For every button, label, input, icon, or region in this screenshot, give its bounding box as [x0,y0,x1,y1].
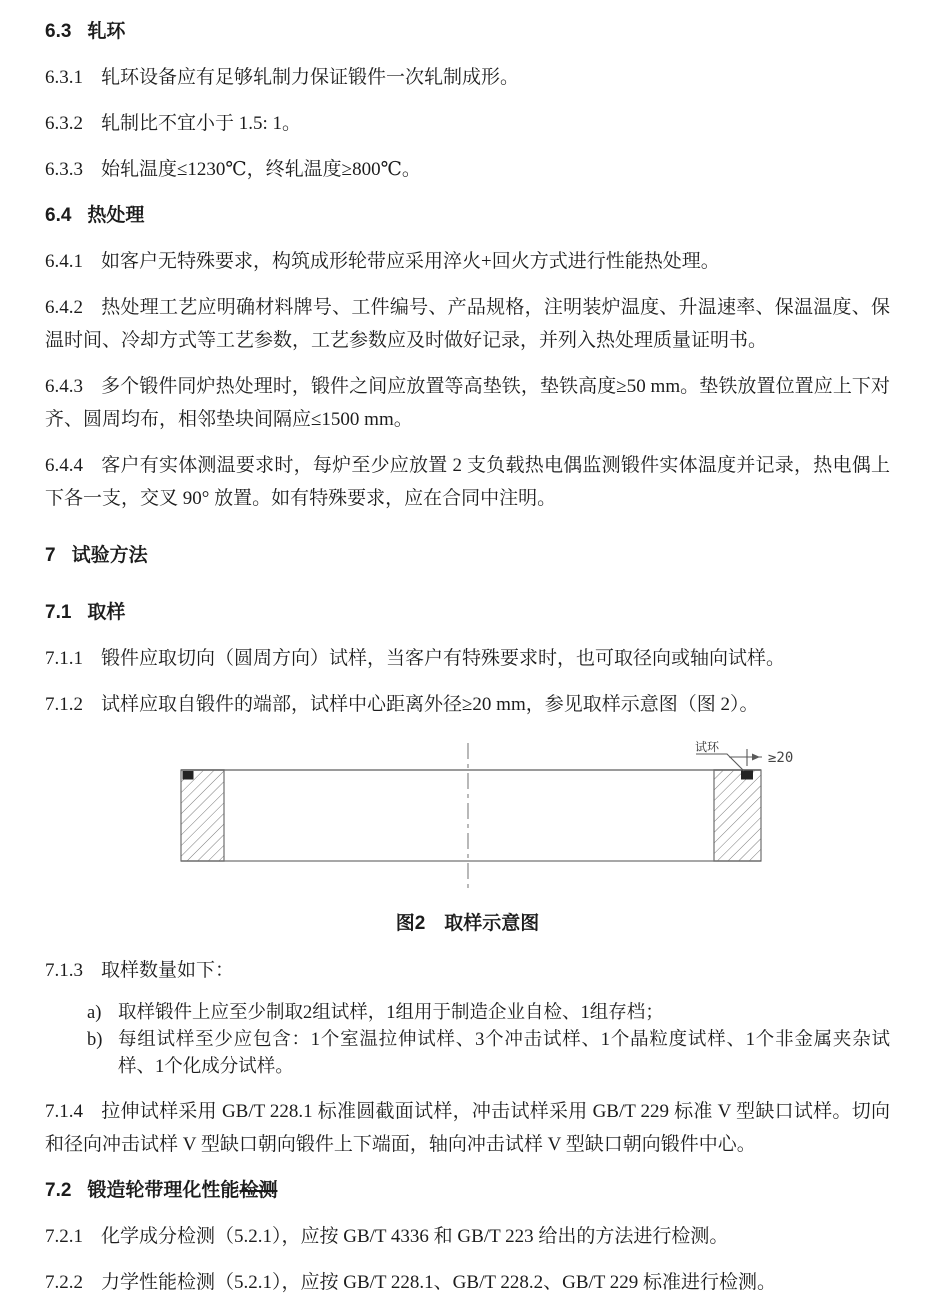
clause-number: 7.2.2 [45,1272,83,1293]
paragraph-6-4-2 [45,291,890,357]
chapter-number: 7 [45,545,56,566]
clause-text: 多个锻件同炉热处理时，锻件之间应放置等高垫铁，垫铁高度≥50 mm。垫铁放置位置应上下对齐、圆周均布，相邻垫块间隔应≤1500 mm。 [45,376,890,430]
section-number: 6.4 [45,205,72,226]
clause-number: 7.1.2 [45,694,83,715]
paragraph-7-1-4 [45,1095,890,1161]
clause-number: 6.3.2 [45,113,83,134]
list-item-marker: b) [87,1030,103,1050]
clause-number: 6.4.1 [45,251,83,272]
right-wall-hatched-section [714,770,761,861]
section-heading-7-2 [45,1174,890,1207]
clause-text: 客户有实体测温要求时，每炉至少应放置 2 支负载热电偶监测锻件实体温度并记录，热电偶上下各一支，交叉 90° 放置。如有特殊要求，应在合同中注明。 [45,455,890,509]
paragraph-7-1-2 [45,688,890,721]
clause-text: 化学成分检测（5.2.1），应按 GB/T 4336 和 GB/T 223 给出的方法进行检测。 [101,1226,729,1247]
paragraph-7-2-1 [45,1220,890,1253]
clause-number: 7.1.1 [45,648,83,669]
sample-requirements-list [87,1000,890,1081]
paragraph-6-4-3 [45,370,890,436]
clause-text: 取样数量如下： [101,960,235,981]
section-number: 7.2 [45,1180,72,1201]
clause-text: 锻件应取切向（圆周方向）试样，当客户有特殊要求时，也可取径向或轴向试样。 [101,648,786,669]
clause-number: 7.2.1 [45,1226,83,1247]
figure-drawing [141,737,890,897]
list-item-marker: a) [87,1003,102,1023]
list-item [87,1000,890,1027]
clause-number: 7.1.3 [45,960,83,981]
paragraph-6-3-1 [45,61,890,94]
clause-number: 6.3.1 [45,67,83,88]
clause-text: 热处理工艺应明确材料牌号、工件编号、产品规格，注明装炉温度、升温速率、保温温度、保温时间、冷却方式等工艺参数，工艺参数应及时做好记录，并列入热处理质量证明书。 [45,297,890,351]
paragraph-6-4-4 [45,449,890,515]
dimension-arrow [752,754,760,761]
clause-text: 始轧温度≤1230℃，终轧温度≥800℃。 [101,159,421,180]
section-title: 锻造轮带理化性能 [87,1180,240,1201]
section-title: 取样 [87,602,126,623]
section-number: 7.1 [45,602,72,623]
chapter-title: 试验方法 [71,545,148,566]
section-title-struck-text: 检测 [239,1180,278,1201]
clause-text: 轧环设备应有足够轧制力保证锻件一次轧制成形。 [101,67,520,88]
paragraph-6-3-2 [45,107,890,140]
paragraph-6-4-1 [45,245,890,278]
clause-number: 6.4.2 [45,297,83,318]
section-number: 6.3 [45,21,72,42]
left-wall-hatched-section [181,770,224,861]
ring-cross-section-drawing [141,737,851,892]
section-title: 热处理 [87,205,145,226]
list-item [87,1027,890,1081]
section-heading-7-1 [45,596,890,629]
test-ring-label: 试环 [695,740,720,754]
clause-number: 6.4.4 [45,455,83,476]
chapter-heading-7 [45,539,890,572]
section-title: 轧环 [87,21,126,42]
clause-text: 力学性能检测（5.2.1），应按 GB/T 228.1、GB/T 228.2、GB/T 229 标准进行检测。 [101,1272,777,1293]
paragraph-7-1-3 [45,954,890,987]
clause-number: 6.3.3 [45,159,83,180]
sample-square-right [741,771,753,780]
paragraph-6-3-3 [45,153,890,186]
sample-square-left [183,771,194,780]
clause-text: 拉伸试样采用 GB/T 228.1 标准圆截面试样，冲击试样采用 GB/T 229 标准 V 型缺口试样。切向和径向冲击试样 V 型缺口朝向锻件上下端面，轴向冲击试样 V 型缺口朝向锻件中心。 [45,1101,890,1155]
dimension-label: ≥20 [768,750,794,766]
list-item-text: 每组试样至少应包含：1个室温拉伸试样、3个冲击试样、1个晶粒度试样、1个非金属夹杂试样、1个化成分试样。 [118,1030,890,1077]
clause-text: 如客户无特殊要求，构筑成形轮带应采用淬火+回火方式进行性能热处理。 [101,251,720,272]
clause-number: 6.4.3 [45,376,83,397]
clause-number: 7.1.4 [45,1101,83,1122]
section-heading-6-4 [45,199,890,232]
section-heading-6-3 [45,15,890,48]
list-item-text: 取样锻件上应至少制取2组试样，1组用于制造企业自检、1组存档； [118,1003,664,1023]
paragraph-7-1-1 [45,642,890,675]
clause-text: 轧制比不宜小于 1.5: 1。 [101,113,302,134]
paragraph-7-2-2 [45,1266,890,1299]
clause-text: 试样应取自锻件的端部，试样中心距离外径≥20 mm，参见取样示意图（图 2）。 [101,694,759,715]
figure-sampling-diagram [45,737,890,940]
figure-caption: 图2 取样示意图 [395,913,540,934]
